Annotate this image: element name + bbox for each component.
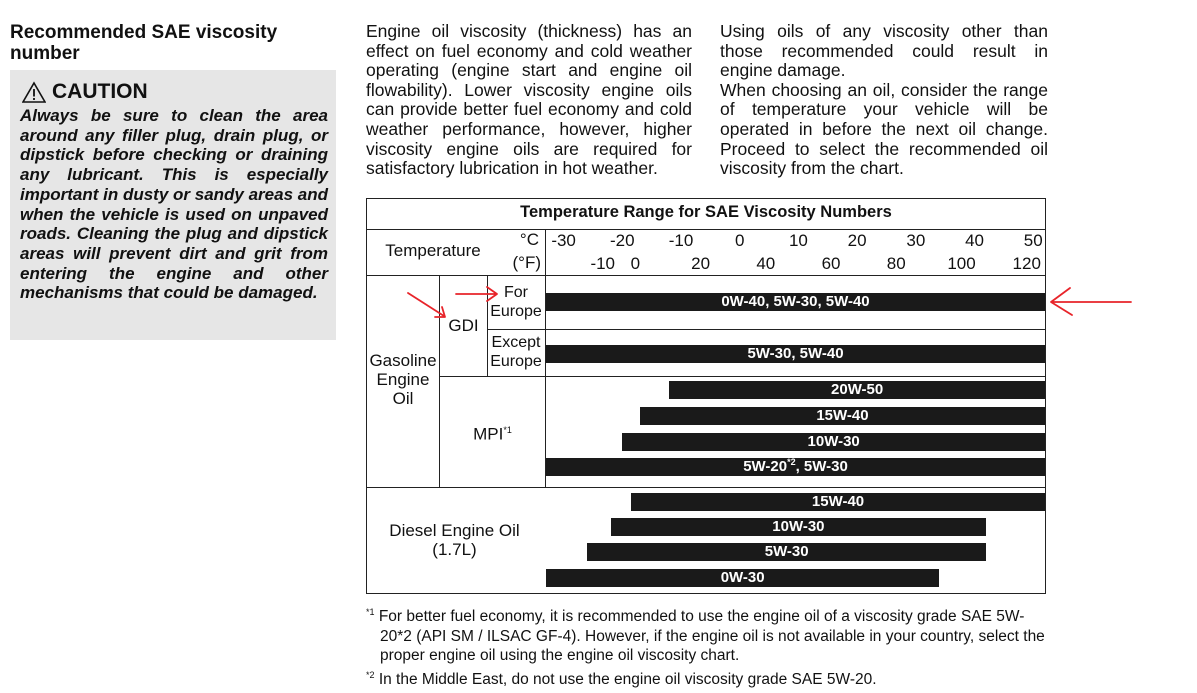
celsius-unit: °C xyxy=(519,230,539,249)
footnote-text-2: In the Middle East, do not use the engine oil viscosity grade SAE 5W-20. xyxy=(378,670,877,688)
viscosity-bar: 15W-40 xyxy=(640,407,1045,425)
viscosity-bar xyxy=(546,458,1045,476)
section-heading: Recommended SAE viscosity number xyxy=(10,22,278,64)
celsius-tick: 50 xyxy=(1023,231,1043,250)
celsius-tick: -10 xyxy=(668,231,694,250)
footnote-2 xyxy=(366,666,1050,690)
viscosity-bar: 15W-40 xyxy=(631,493,1045,511)
viscosity-bar: 10W-30 xyxy=(622,433,1045,451)
footnote-text-1: For better fuel economy, it is recommended to use the engine oil of a viscosity grade SAE 5W-20*2 (API SM / ILSAC GF-4). However, if the engine oil is not available in your country, select the proper engine oil using the engine oil viscosity chart. xyxy=(378,608,1045,665)
arrow-to-gdi-bar-icon xyxy=(1051,288,1131,315)
for-europe-label: For Europe xyxy=(490,284,542,320)
caution-label: CAUTION xyxy=(52,80,148,103)
viscosity-bar: 0W-30 xyxy=(546,569,939,587)
viscosity-paragraph-text: Engine oil viscosity (thickness) has an effect on fuel economy and cold weather operating (engine start and engine oil flowability). Lower viscosity engine oils can provide better fuel economy and cold weather performance, however, higher viscosity engine oils are required for satisfactory lubrication in hot weather. xyxy=(366,21,692,179)
table-title: Temperature Range for SAE Viscosity Numbers xyxy=(520,203,892,221)
mpi-footnote-mark: *1 xyxy=(503,425,512,435)
fahrenheit-tick: -10 xyxy=(590,254,616,273)
viscosity-advice-paragraph xyxy=(720,22,1048,179)
footnote-1 xyxy=(366,603,1050,666)
viscosity-bar: 0W-40, 5W-30, 5W-40 xyxy=(546,293,1045,311)
viscosity-advice-text-b: When choosing an oil, consider the range of temperature your vehicle will be operated in before the next oil change. Proceed to select the recommended oil viscosity from the chart. xyxy=(720,79,1048,179)
celsius-tick: -20 xyxy=(610,231,635,250)
fahrenheit-tick: 100 xyxy=(947,254,976,273)
bar-label: 5W-20 xyxy=(743,458,788,475)
caution-box xyxy=(10,70,336,340)
fahrenheit-tick: 20 xyxy=(691,254,711,273)
viscosity-paragraph xyxy=(366,22,692,179)
except-europe-label: Except Europe xyxy=(490,334,542,370)
celsius-tick: 30 xyxy=(906,231,926,250)
gdi-label: GDI xyxy=(448,316,479,335)
footnote-mark-2: *2 xyxy=(366,669,375,680)
viscosity-bar: 20W-50 xyxy=(669,381,1045,399)
celsius-tick: 10 xyxy=(788,231,808,250)
mpi-label-text: MPI xyxy=(473,424,504,444)
gasoline-label: Gasoline Engine Oil xyxy=(369,351,437,408)
celsius-tick: -30 xyxy=(551,231,576,250)
fahrenheit-tick: 120 xyxy=(1012,254,1041,273)
caution-title xyxy=(22,80,148,104)
celsius-tick: 40 xyxy=(965,231,985,250)
fahrenheit-tick: 60 xyxy=(821,254,841,273)
warning-triangle-icon xyxy=(22,81,46,103)
fahrenheit-tick: 40 xyxy=(756,254,776,273)
footnotes xyxy=(366,603,1050,689)
viscosity-bar: 5W-30, 5W-40 xyxy=(546,345,1045,363)
viscosity-table xyxy=(366,198,1046,594)
viscosity-bar: 10W-30 xyxy=(611,518,987,536)
bar-label-rest: , 5W-30 xyxy=(795,458,848,475)
fahrenheit-tick: 80 xyxy=(886,254,906,273)
caution-text: Always be sure to clean the area around any filler plug, drain plug, or dipstick before checking or draining any lubricant. This is especially important in dusty or sandy areas and when the vehicle is used on unpaved roads. Cleaning the plug and dipstick areas will prevent dirt and grit from entering the engine and other mechanisms that could be damaged. xyxy=(20,106,328,303)
mpi-label xyxy=(440,421,545,444)
viscosity-advice-text-a: Using oils of any viscosity other than those recommended could result in engine damage. xyxy=(720,21,1048,81)
celsius-tick: 20 xyxy=(847,231,867,250)
bar-label-footnote-mark: *2 xyxy=(787,457,796,467)
diesel-label: Diesel Engine Oil (1.7L) xyxy=(389,521,520,559)
fahrenheit-unit: (°F) xyxy=(512,253,541,272)
viscosity-bar: 5W-30 xyxy=(587,543,986,561)
footnote-mark-1: *1 xyxy=(366,607,375,617)
temperature-label: Temperature xyxy=(385,241,481,260)
celsius-tick: 0 xyxy=(734,231,745,250)
fahrenheit-tick: 0 xyxy=(630,254,641,273)
